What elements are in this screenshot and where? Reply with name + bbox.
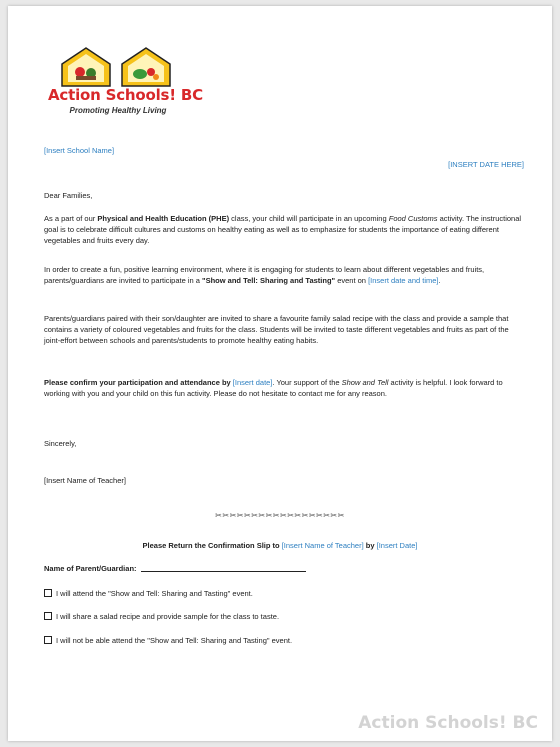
action-schools-logo xyxy=(48,46,203,121)
guardian-name-field[interactable] xyxy=(141,571,306,572)
brand-name: Action Schools! BC xyxy=(48,86,203,104)
watermark-logo: Action Schools! BC xyxy=(358,713,538,733)
paragraph-4: Please confirm your participation and attendance by [Insert date]. Your support of the Show and Tell activity is helpful. I look forward to working with you and your child on this fun activity. Please do not hesitate to contact me for any reason. xyxy=(44,378,503,398)
cut-line-scissors-icon: ✂✂✂✂✂✂✂✂✂✂✂✂✂✂✂✂✂✂ xyxy=(215,511,345,520)
house-logo-icon xyxy=(58,46,178,88)
checkbox-icon[interactable] xyxy=(44,612,52,620)
date-placeholder: [INSERT DATE HERE] xyxy=(448,160,524,169)
greeting: Dear Families, xyxy=(44,191,93,200)
closing: Sincerely, xyxy=(44,439,77,448)
option-attend: I will attend the "Show and Tell: Sharing and Tasting" event. xyxy=(44,589,253,598)
brand-tagline: Promoting Healthy Living xyxy=(69,106,167,115)
paragraph-1: As a part of our Physical and Health Education (PHE) class, your child will participate in an upcoming Food Customs activity. The instructional goal is to celebrate difficult cultures and customs on healthy eating as well as to emphasize for students the importance of eating different vegetables and fruits every day. xyxy=(44,214,522,245)
checkbox-icon[interactable] xyxy=(44,636,52,644)
school-name-placeholder: [Insert School Name] xyxy=(44,146,115,155)
return-instruction: Please Return the Confirmation Slip to [Insert Name of Teacher] by [Insert Date] xyxy=(142,541,418,550)
teacher-name-placeholder: [Insert Name of Teacher] xyxy=(44,476,126,485)
guardian-name-label: Name of Parent/Guardian: xyxy=(44,564,137,573)
paragraph-3: Parents/guardians paired with their son/daughter are invited to share a favourite family salad recipe with the class and provide a sample that contains a variety of coloured vegetables and fruits for the class. Students will be invited to taste different vegetables and fruits as part of the joint-effort between schools and parents/students to promote healthy eating habits. xyxy=(44,314,509,345)
checkbox-icon[interactable] xyxy=(44,589,52,597)
paragraph-2: In order to create a fun, positive learning environment, where it is engaging for students to learn about different vegetables and fruits, parents/guardians are invited to participate in a "Show and Tell: Sharing and Tasting" event on [Insert date and time]. xyxy=(44,265,485,285)
letter-page xyxy=(8,6,552,741)
option-not-attend: I will not be able attend the "Show and Tell: Sharing and Tasting" event. xyxy=(44,636,292,645)
guardian-name-row xyxy=(44,564,306,573)
option-share-recipe: I will share a salad recipe and provide sample for the class to taste. xyxy=(44,612,279,621)
